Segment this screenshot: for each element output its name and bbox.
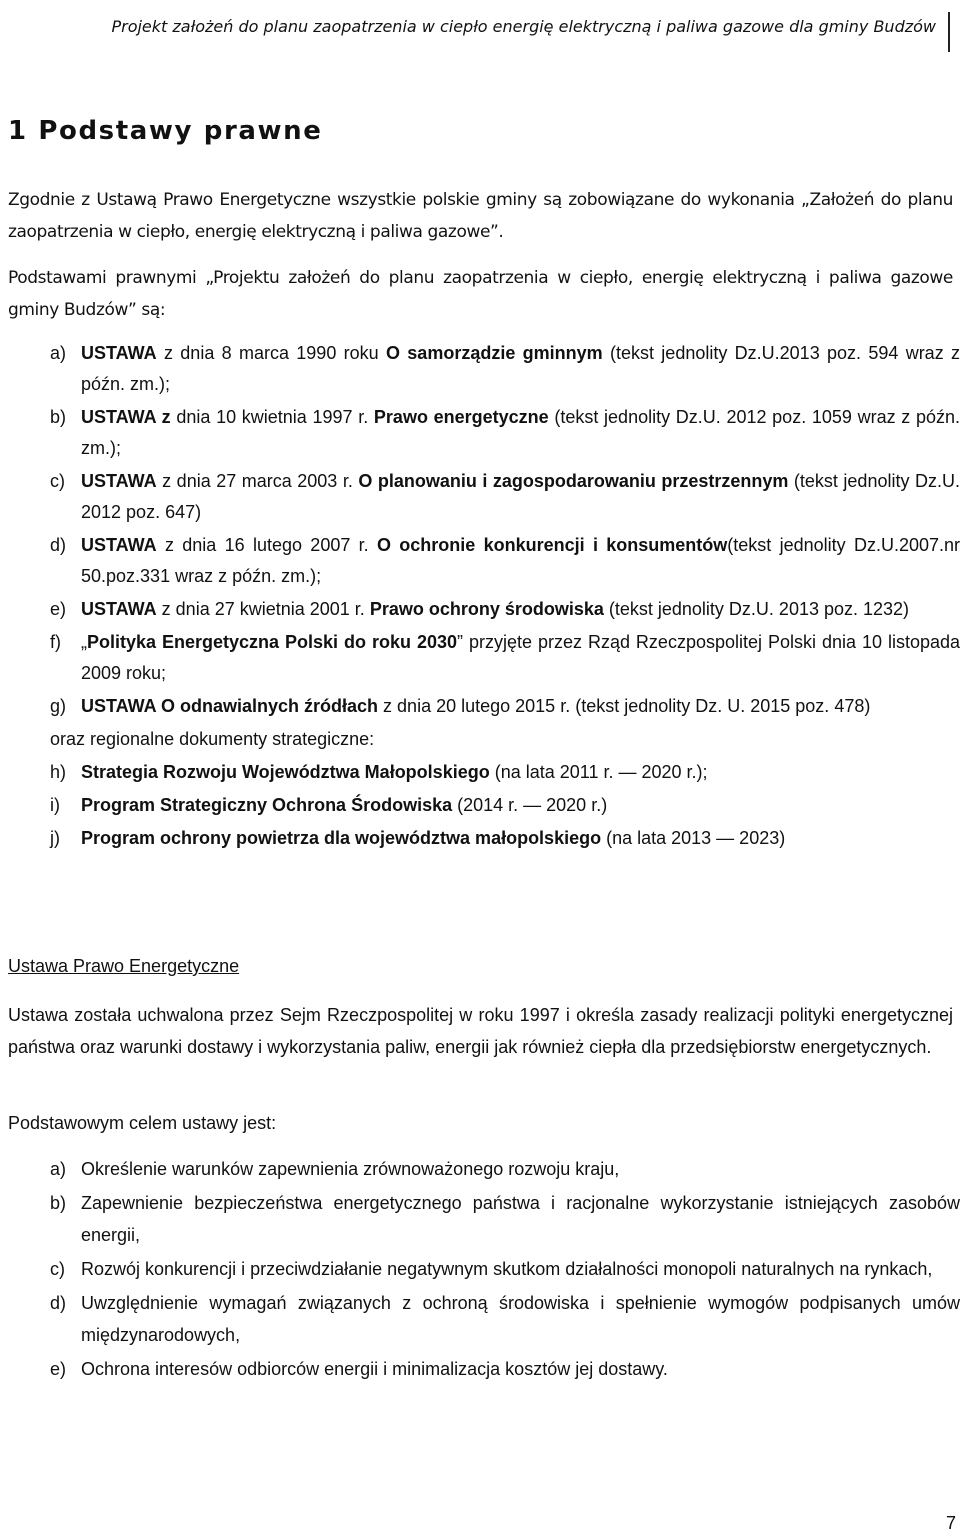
act-type: USTAWA [81, 471, 157, 491]
goal-text: Ochrona interesów odbiorców energii i minimalizacja kosztów jej dostawy. [81, 1359, 668, 1379]
list-item [50, 338, 960, 400]
act-title: Prawo energetyczne [373, 407, 549, 427]
page-number: 7 [945, 1513, 956, 1533]
goal-text: Rozwój konkurencji i przeciwdziałanie negatywnym skutkom działalności monopoli naturalnych na rynkach, [81, 1259, 933, 1279]
header-title: Projekt założeń do planu zaopatrzenia w ciepło energię elektryczną i paliwa gazowe dla gminy Budzów [111, 17, 936, 36]
list-item [50, 1253, 960, 1285]
list-item [50, 530, 960, 592]
list-marker: a) [50, 343, 67, 363]
document-title: Program ochrony powietrza dla województwa małopolskiego [81, 828, 602, 848]
act-date: z dnia 27 marca 2003 r. [156, 471, 359, 491]
act-title: Prawo ochrony środowiska [369, 599, 604, 619]
section-heading: 1 Podstawy prawne [8, 116, 323, 146]
list-marker: e) [50, 1359, 67, 1379]
list-marker: f) [50, 632, 61, 652]
act-type: USTAWA [81, 535, 157, 555]
act-reference: z dnia 20 lutego 2015 r. (tekst jednolity Dz. U. 2015 poz. 478) [378, 696, 871, 716]
act-type: USTAWA [81, 343, 157, 363]
list-marker: c) [50, 471, 65, 491]
act-title: Polityka Energetyczna Polski do roku 2030 [87, 632, 457, 652]
list-marker: a) [50, 1159, 67, 1179]
list-marker: i) [50, 795, 60, 815]
list-item [50, 466, 960, 528]
list-marker: h) [50, 762, 67, 782]
section-paragraph: Ustawa została uchwalona przez Sejm Rzeczpospolitej w roku 1997 i określa zasady realizacji polityki energetycznej państwa oraz warunki dostawy i wykorzystania paliw, energii jak również ciepła dla przedsiębiorstw energetycznych. [8, 1005, 953, 1057]
list-marker: b) [50, 1193, 67, 1213]
opening-quote: „ [81, 632, 87, 652]
act-date: z dnia 27 kwietnia 2001 r. [156, 599, 370, 619]
goals-intro: Podstawowym celem ustawy jest: [8, 1113, 277, 1133]
document-period: (na lata 2011 r. — 2020 r.); [489, 762, 708, 782]
list-marker: b) [50, 407, 67, 427]
list-marker: d) [50, 535, 67, 555]
act-title: O samorządzie gminnym [385, 343, 603, 363]
list-marker: e) [50, 599, 67, 619]
act-reference: (tekst jednolity Dz.U. 2013 poz. 1232) [603, 599, 910, 619]
list-marker: j) [50, 828, 60, 848]
list-item [50, 1187, 960, 1251]
intro-paragraph-1: Zgodnie z Ustawą Prawo Energetyczne wszystkie polskie gminy są zobowiązane do wykonania „Założeń do planu zaopatrzenia w ciepło, energię elektryczną i paliwa gazowe”. [8, 190, 953, 242]
act-date: dnia 10 kwietnia 1997 r. [170, 407, 374, 427]
list-marker: g) [50, 696, 67, 716]
page-header [0, 12, 960, 54]
act-title: USTAWA O odnawialnych źródłach [81, 696, 379, 716]
act-reference: (tekst jednolity Dz.U.2013 poz. 594 wraz z późn. zm.); [81, 343, 960, 394]
intro-paragraph-2: Podstawami prawnymi „Projektu założeń do planu zaopatrzenia w ciepło, energię elektryczną i paliwa gazowe gminy Budzów” są: [8, 268, 953, 320]
act-type: USTAWA [81, 599, 157, 619]
legal-basis-list [50, 338, 960, 854]
act-type: USTAWA z [81, 407, 171, 427]
goals-list [50, 1153, 960, 1385]
act-title: O ochronie konkurencji i konsumentów [376, 535, 728, 555]
subsection-title: Ustawa Prawo Energetyczne [8, 956, 240, 976]
act-reference: (tekst jednolity Dz.U.2007.nr 50.poz.331 wraz z późn. zm.); [81, 535, 960, 586]
regional-intro: oraz regionalne dokumenty strategiczne: [50, 729, 375, 749]
list-item [50, 1287, 960, 1351]
document-title: Strategia Rozwoju Województwa Małopolskiego [81, 762, 490, 782]
act-reference: (tekst jednolity Dz.U. 2012 poz. 647) [81, 471, 960, 522]
list-marker: c) [50, 1259, 65, 1279]
document-title: Program Strategiczny Ochrona Środowiska [81, 795, 453, 815]
list-item [50, 790, 960, 821]
goal-text: Zapewnienie bezpieczeństwa energetycznego państwa i racjonalne wykorzystanie istniejących zasobów energii, [81, 1193, 960, 1245]
list-item [50, 627, 960, 689]
list-item [50, 757, 960, 788]
list-item [50, 823, 960, 854]
list-item [50, 594, 960, 625]
list-item [50, 691, 960, 722]
act-reference: ” przyjęte przez Rząd Rzeczpospolitej Polski dnia 10 listopada 2009 roku; [81, 632, 960, 683]
document-period: (2014 r. — 2020 r.) [452, 795, 608, 815]
act-date: z dnia 8 marca 1990 roku [156, 343, 386, 363]
list-marker: d) [50, 1293, 67, 1313]
list-item [50, 1353, 960, 1385]
goal-text: Określenie warunków zapewnienia zrównoważonego rozwoju kraju, [81, 1159, 620, 1179]
act-date: z dnia 16 lutego 2007 r. [156, 535, 377, 555]
act-reference: (tekst jednolity Dz.U. 2012 poz. 1059 wraz z późn. zm.); [81, 407, 960, 458]
list-item [50, 402, 960, 464]
document-period: (na lata 2013 — 2023) [601, 828, 786, 848]
goal-text: Uwzględnienie wymagań związanych z ochroną środowiska i spełnienie wymogów podpisanych umów międzynarodowych, [81, 1293, 960, 1345]
list-item [50, 1153, 960, 1185]
act-title: O planowaniu i zagospodarowaniu przestrzennym [358, 471, 789, 491]
header-divider [948, 12, 950, 52]
